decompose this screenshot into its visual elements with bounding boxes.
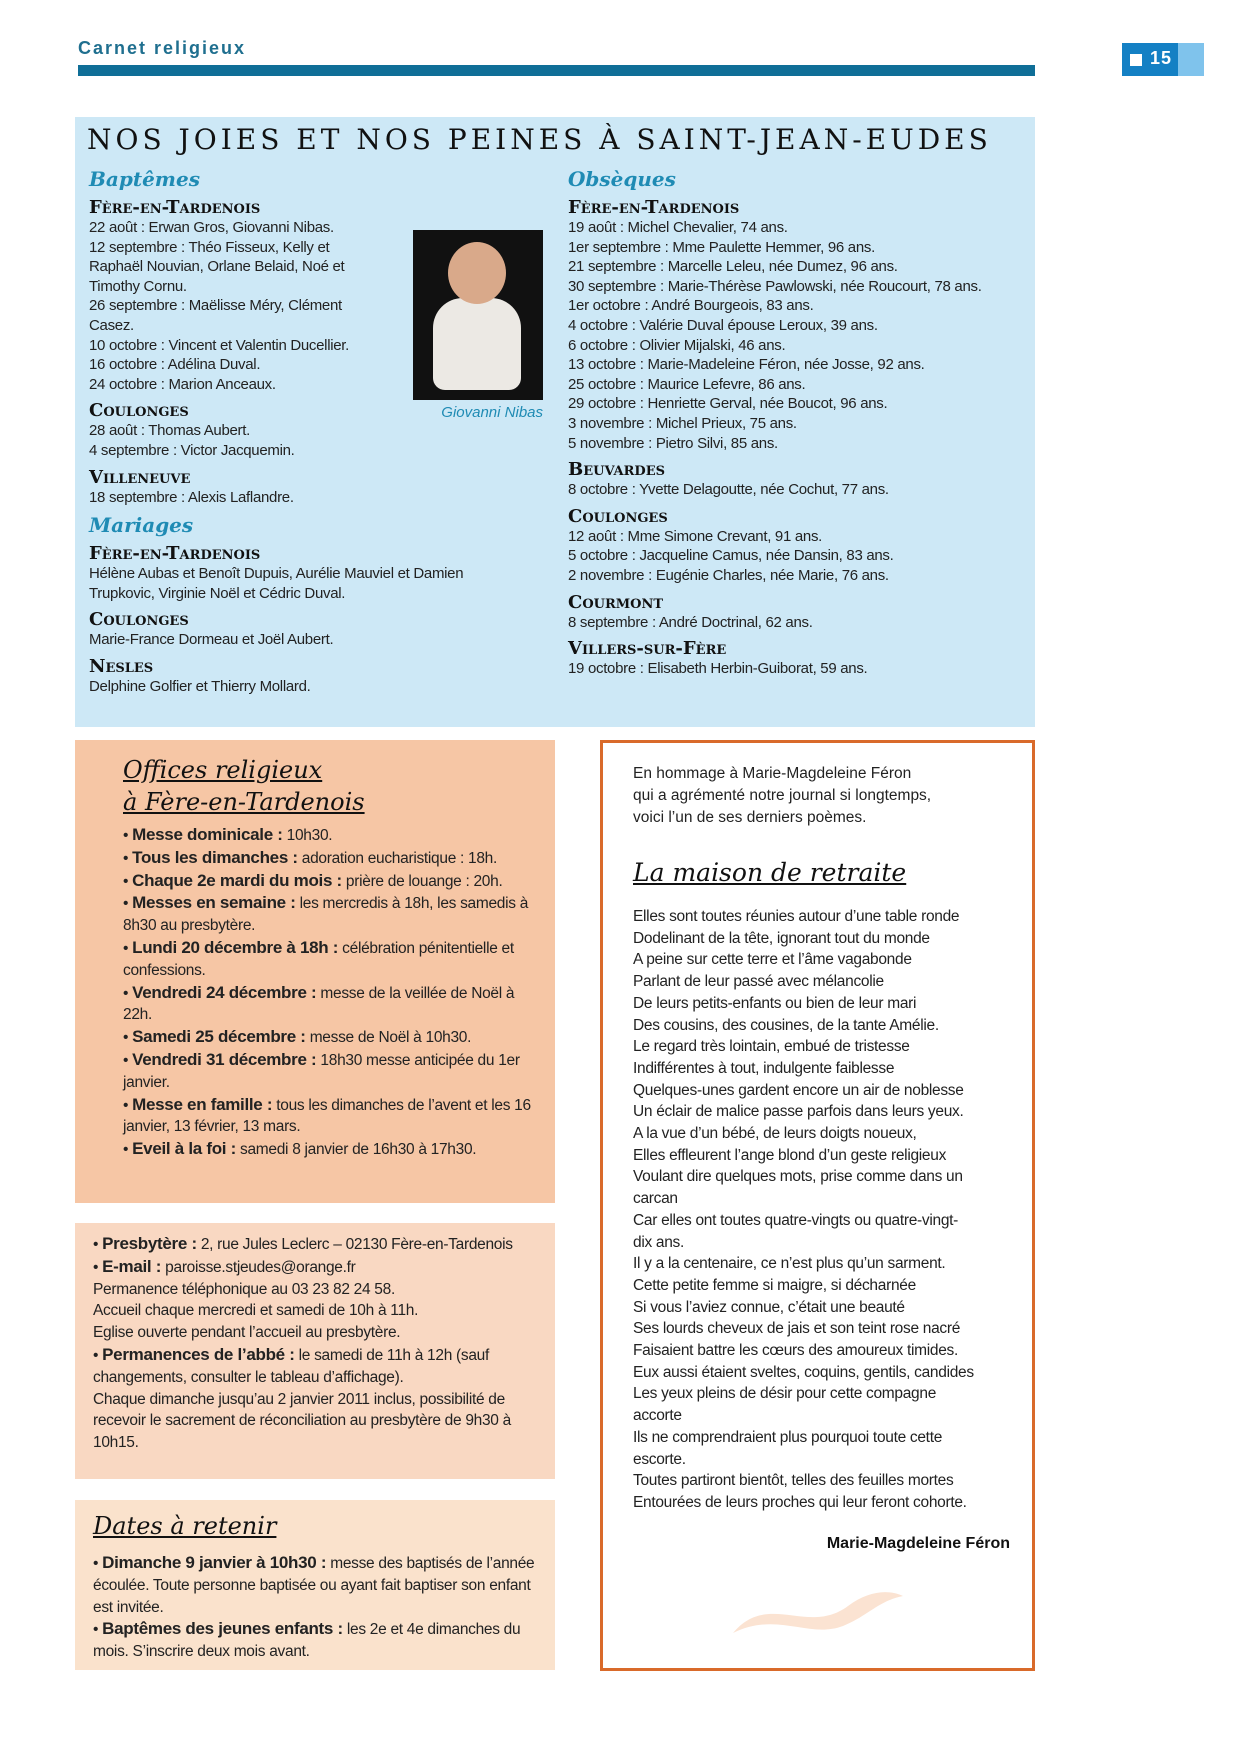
photo-caption: Giovanni Nibas bbox=[441, 404, 543, 421]
entry-line: 8 septembre : André Doctrinal, 62 ans. bbox=[568, 613, 813, 631]
entry-line: Timothy Cornu. bbox=[89, 277, 187, 295]
entry-line: 5 octobre : Jacqueline Camus, née Dansin, 83 ans. bbox=[568, 547, 894, 565]
bullet-text: samedi 8 janvier de 16h30 à 17h30. bbox=[240, 1141, 477, 1159]
obseques-list bbox=[568, 197, 1028, 679]
abbe-label: Permanences de l’abbé : bbox=[102, 1344, 295, 1364]
entry-line: 8 octobre : Yvette Delagoutte, née Cochut, 77 ans. bbox=[568, 481, 889, 499]
entry-line: 26 septembre : Maëlisse Méry, Clément bbox=[89, 297, 342, 315]
eglise-line: Eglise ouverte pendant l’accueil au presbytère. bbox=[93, 1324, 401, 1342]
mariages-list bbox=[89, 543, 534, 696]
entry-line: 19 août : Michel Chevalier, 74 ans. bbox=[568, 219, 788, 236]
abbe-text: le samedi de 11h à 12h (sauf changements, consulter le tableau d’affichage). bbox=[93, 1346, 489, 1386]
entry-line: 16 octobre : Adélina Duval. bbox=[89, 356, 261, 374]
place-group bbox=[89, 656, 534, 697]
bullet-item: • Messe en famille : tous les dimanches de l’avent et les 16 janvier, 13 février, 13 mars. bbox=[123, 1094, 531, 1136]
bullet-label: Messe en famille : bbox=[132, 1094, 273, 1114]
place-group bbox=[89, 467, 534, 508]
baptemes-title: Baptêmes bbox=[89, 167, 200, 191]
dates-list bbox=[93, 1552, 545, 1663]
presbytere-box bbox=[75, 1223, 555, 1479]
baby-body bbox=[433, 298, 521, 390]
poem-line: Parlant de leur passé avec mélancolie bbox=[633, 973, 884, 991]
baby-photo bbox=[413, 230, 543, 400]
phone-line: Permanence téléphonique au 03 23 82 24 58. bbox=[93, 1280, 395, 1298]
entry-line: 18 septembre : Alexis Laflandre. bbox=[89, 488, 294, 506]
place-name: Beuvardes bbox=[568, 459, 665, 481]
entry-line: 22 août : Erwan Gros, Giovanni Nibas. bbox=[89, 219, 334, 236]
email-text: paroisse.stjeudes@orange.fr bbox=[165, 1258, 356, 1276]
poem-line: accorte bbox=[633, 1407, 682, 1425]
poem-line: Il y a la centenaire, ce n’est plus qu’un sarment. bbox=[633, 1255, 946, 1273]
entry-line: 30 septembre : Marie-Thérèse Pawlowski, née Roucourt, 78 ans. bbox=[568, 277, 982, 295]
offices-box bbox=[75, 740, 555, 1203]
entry-line: Casez. bbox=[89, 316, 134, 334]
place-name: Coulonges bbox=[89, 400, 189, 422]
place-group bbox=[89, 543, 534, 603]
bullet-text: messe de la veillée de Noël à 22h. bbox=[123, 984, 515, 1024]
presbytere-address: • Presbytère : 2, rue Jules Leclerc – 02130 Fère-en-Tardenois bbox=[93, 1234, 513, 1253]
place-group bbox=[568, 638, 1028, 679]
presbytere-label: Presbytère : bbox=[102, 1234, 197, 1253]
page-number: 15 bbox=[1150, 48, 1173, 68]
offices-list bbox=[123, 824, 543, 1161]
entry-line: 28 août : Thomas Aubert. bbox=[89, 422, 250, 440]
entry-line: 24 octobre : Marion Anceaux. bbox=[89, 375, 276, 393]
place-group bbox=[568, 592, 1028, 633]
entry-line: 1er octobre : André Bourgeois, 83 ans. bbox=[568, 297, 814, 315]
bullet-label: Dimanche 9 janvier à 10h30 : bbox=[102, 1553, 327, 1572]
place-name: Nesles bbox=[89, 655, 154, 677]
entry-line: 2 novembre : Eugénie Charles, née Marie, 76 ans. bbox=[568, 566, 889, 584]
swirl-ornament-icon bbox=[728, 1581, 908, 1641]
poem-line: Les yeux pleins de désir pour cette compagne bbox=[633, 1385, 937, 1403]
place-group bbox=[89, 609, 534, 650]
bullet-text: 10h30. bbox=[286, 827, 333, 844]
poem-lines bbox=[633, 906, 1018, 1514]
entry-line: Trupkovic, Virginie Noël et Cédric Duval. bbox=[89, 584, 346, 602]
poem-title: La maison de retraite bbox=[633, 858, 907, 887]
main-title: NOS JOIES ET NOS PEINES À SAINT-JEAN-EUDES bbox=[87, 123, 992, 156]
bullet-label: Baptêmes des jeunes enfants : bbox=[102, 1619, 343, 1639]
place-name: Courmont bbox=[568, 591, 664, 613]
right-column bbox=[568, 167, 1028, 685]
bullet-item: • Messes en semaine : les mercredis à 18h, les samedis à 8h30 au presbytère. bbox=[123, 893, 529, 935]
presbytere-content bbox=[93, 1233, 545, 1454]
poem-line: Car elles ont toutes quatre-vingts ou quatre-vingt- bbox=[633, 1211, 959, 1229]
poem-line: Faisaient battre les cœurs des amoureux timides. bbox=[633, 1342, 959, 1360]
bullet-item: • Vendredi 31 décembre : 18h30 messe anticipée du 1er janvier. bbox=[123, 1049, 520, 1091]
poem-line: Elles sont toutes réunies autour d’une table ronde bbox=[633, 908, 960, 925]
poem-line: Dodelinant de la tête, ignorant tout du monde bbox=[633, 929, 930, 947]
entry-line: 5 novembre : Pietro Silvi, 85 ans. bbox=[568, 434, 778, 452]
bullet-text: adoration eucharistique : 18h. bbox=[301, 849, 498, 867]
entry-line: 4 octobre : Valérie Duval épouse Leroux, 39 ans. bbox=[568, 316, 878, 334]
bullet-text: messe de Noël à 10h30. bbox=[309, 1029, 472, 1047]
poem-line: Quelques-unes gardent encore un air de noblesse bbox=[633, 1081, 964, 1099]
entry-line: 6 octobre : Olivier Mijalski, 46 ans. bbox=[568, 336, 786, 354]
poem-line: A la vue d’un bébé, de leurs doigts noueux, bbox=[633, 1125, 917, 1143]
bullet-text: 18h30 messe anticipée du 1er janvier. bbox=[123, 1051, 520, 1091]
accueil-line: Accueil chaque mercredi et samedi de 10h à 11h. bbox=[93, 1302, 419, 1320]
bullet-item: • Samedi 25 décembre : messe de Noël à 10h30. bbox=[123, 1027, 472, 1047]
entry-line: 29 octobre : Henriette Gerval, née Boucot, 96 ans. bbox=[568, 395, 888, 413]
poem-line: Si vous l’aviez connue, c’était une beauté bbox=[633, 1298, 905, 1316]
mariages-title: Mariages bbox=[89, 513, 194, 538]
section-title: Carnet religieux bbox=[78, 38, 247, 58]
poem-line: Cette petite femme si maigre, si décharnée bbox=[633, 1276, 916, 1294]
bullet-label: Messes en semaine : bbox=[132, 893, 296, 913]
obseques-title: Obsèques bbox=[568, 167, 676, 191]
entry-line: 3 novembre : Michel Prieux, 75 ans. bbox=[568, 414, 797, 432]
bullet-label: Vendredi 31 décembre : bbox=[132, 1049, 317, 1069]
bullet-item: • Tous les dimanches : adoration eucharistique : 18h. bbox=[123, 847, 498, 867]
entry-line: Delphine Golfier et Thierry Mollard. bbox=[89, 677, 311, 695]
poem-box bbox=[600, 740, 1035, 1671]
bullet-text: les 2e et 4e dimanches du mois. S’inscrire deux mois avant. bbox=[93, 1621, 521, 1661]
entry-line: 4 septembre : Victor Jacquemin. bbox=[89, 441, 295, 459]
poem-line: Un éclair de malice passe parfois dans leurs yeux. bbox=[633, 1103, 964, 1121]
dates-box bbox=[75, 1500, 555, 1670]
entry-line: 13 octobre : Marie-Madeleine Féron, née Josse, 92 ans. bbox=[568, 356, 925, 374]
poem-line: Le regard très lointain, embué de tristesse bbox=[633, 1038, 910, 1056]
poem-line: dix ans. bbox=[633, 1233, 685, 1251]
entry-line: 21 septembre : Marcelle Leleu, née Dumez, 96 ans. bbox=[568, 258, 898, 276]
bullet-item: • Baptêmes des jeunes enfants : les 2e et 4e dimanches du mois. S’inscrire deux mois avant. bbox=[93, 1619, 521, 1661]
poem-line: A peine sur cette terre et l’âme vagabonde bbox=[633, 951, 912, 969]
poem-intro-line: voici l’un de ses derniers poèmes. bbox=[633, 809, 867, 826]
poem-line: Toutes partiront bientôt, telles des feuilles mortes bbox=[633, 1472, 954, 1490]
poem-line: Indifférentes à tout, indulgente faiblesse bbox=[633, 1059, 895, 1077]
offices-title-line2: à Fère-en-Tardenois bbox=[123, 788, 365, 816]
poem-line: Eux aussi étaient sveltes, coquins, gentils, candides bbox=[633, 1363, 974, 1381]
poem-line: Entourées de leurs proches qui leur feront cohorte. bbox=[633, 1493, 967, 1511]
bullet-item: • Messe dominicale : 10h30. bbox=[123, 825, 333, 844]
entry-line: 12 août : Mme Simone Crevant, 91 ans. bbox=[568, 527, 823, 545]
place-name: Fère-en-Tardenois bbox=[89, 197, 261, 218]
place-group bbox=[568, 459, 1028, 500]
bullet-label: Chaque 2e mardi du mois : bbox=[132, 870, 342, 890]
email-line: • E-mail : paroisse.stjeudes@orange.fr bbox=[93, 1256, 356, 1276]
bullet-item: • Eveil à la foi : samedi 8 janvier de 16h30 à 17h30. bbox=[123, 1139, 477, 1159]
bullet-text: célébration pénitentielle et confessions. bbox=[123, 939, 514, 979]
place-name: Fère-en-Tardenois bbox=[568, 197, 740, 218]
entry-line: 19 octobre : Elisabeth Herbin-Guiborat, 59 ans. bbox=[568, 660, 868, 678]
entry-line: Hélène Aubas et Benoît Dupuis, Aurélie Mauviel et Damien bbox=[89, 565, 464, 583]
dates-title: Dates à retenir bbox=[93, 1512, 277, 1540]
dimanche-line: Chaque dimanche jusqu’au 2 janvier 2011 inclus, possibilité de recevoir le sacrement de réconciliation au presbytère de 9h30 à 10h15. bbox=[93, 1390, 511, 1452]
email-label: E-mail : bbox=[102, 1256, 162, 1276]
bullet-label: Messe dominicale : bbox=[132, 825, 283, 844]
entry-line: 1er septembre : Mme Paulette Hemmer, 96 ans. bbox=[568, 238, 875, 256]
place-name: Villeneuve bbox=[89, 466, 191, 488]
place-group bbox=[568, 506, 1028, 586]
poem-line: Elles effleurent l’ange blond d’un geste religieux bbox=[633, 1146, 947, 1164]
announcements-box bbox=[75, 117, 1035, 727]
poem-line: Voulant dire quelques mots, prise comme dans un bbox=[633, 1168, 963, 1186]
presbytere-text: 2, rue Jules Leclerc – 02130 Fère-en-Tardenois bbox=[200, 1236, 513, 1253]
poem-line: escorte. bbox=[633, 1450, 686, 1468]
offices-title bbox=[123, 754, 365, 818]
bullet-label: Tous les dimanches : bbox=[132, 847, 298, 867]
bullet-text: prière de louange : 20h. bbox=[345, 872, 503, 890]
place-name: Fère-en-Tardenois bbox=[89, 543, 261, 565]
poem-line: Ses lourds cheveux de jais et son teint rose nacré bbox=[633, 1320, 961, 1338]
bullet-label: Eveil à la foi : bbox=[132, 1139, 236, 1159]
poem-line: Des cousins, des cousines, de la tante Amélie. bbox=[633, 1016, 939, 1034]
square-icon bbox=[1130, 54, 1142, 66]
bullet-text: tous les dimanches de l’avent et les 16 janvier, 13 février, 13 mars. bbox=[123, 1096, 531, 1136]
page-number-badge bbox=[1122, 43, 1204, 76]
header-rule bbox=[78, 65, 1035, 76]
poem-intro-line: En hommage à Marie-Magdeleine Féron bbox=[633, 765, 912, 782]
entry-line: Marie-France Dormeau et Joël Aubert. bbox=[89, 631, 334, 649]
poem-signature: Marie-Magdeleine Féron bbox=[826, 1535, 1010, 1552]
poem-line: Ils ne comprendraient plus pourquoi toute cette bbox=[633, 1428, 943, 1446]
baby-head bbox=[448, 242, 506, 304]
entry-line: Raphaël Nouvian, Orlane Belaid, Noé et bbox=[89, 258, 345, 276]
place-group bbox=[568, 197, 1028, 453]
place-name: Villers-sur-Fère bbox=[568, 638, 727, 660]
bullet-item: • Chaque 2e mardi du mois : prière de louange : 20h. bbox=[123, 870, 503, 890]
offices-title-line1: Offices religieux bbox=[123, 756, 323, 784]
bullet-item: • Dimanche 9 janvier à 10h30 : messe des baptisés de l’année écoulée. Toute personne baptisée ou ayant fait baptiser son enfant est invitée. bbox=[93, 1553, 535, 1616]
entry-line: 25 octobre : Maurice Lefevre, 86 ans. bbox=[568, 375, 806, 393]
bullet-label: Vendredi 24 décembre : bbox=[132, 982, 317, 1002]
poem-intro bbox=[633, 763, 1013, 829]
poem-intro-line: qui a agrémenté notre journal si longtemps, bbox=[633, 787, 932, 804]
bullet-text: messe des baptisés de l’année écoulée. Toute personne baptisée ou ayant fait baptiser son enfant est invitée. bbox=[93, 1555, 535, 1616]
abbe-line: • Permanences de l’abbé : le samedi de 11h à 12h (sauf changements, consulter le tableau d’affichage). bbox=[93, 1344, 489, 1386]
bullet-item: • Lundi 20 décembre à 18h : célébration pénitentielle et confessions. bbox=[123, 937, 514, 979]
entry-line: 10 octobre : Vincent et Valentin Ducellier. bbox=[89, 336, 350, 354]
badge-stripe bbox=[1178, 43, 1204, 76]
poem-line: carcan bbox=[633, 1190, 678, 1208]
bullet-label: Lundi 20 décembre à 18h : bbox=[132, 937, 339, 957]
poem-line: De leurs petits-enfants ou bien de leur mari bbox=[633, 994, 917, 1012]
place-name: Coulonges bbox=[568, 505, 668, 527]
bullet-item: • Vendredi 24 décembre : messe de la veillée de Noël à 22h. bbox=[123, 982, 515, 1024]
place-name: Coulonges bbox=[89, 609, 189, 631]
bullet-text: les mercredis à 18h, les samedis à 8h30 au presbytère. bbox=[123, 895, 529, 935]
entry-line: 12 septembre : Théo Fisseux, Kelly et bbox=[89, 238, 330, 256]
bullet-label: Samedi 25 décembre : bbox=[132, 1027, 306, 1047]
